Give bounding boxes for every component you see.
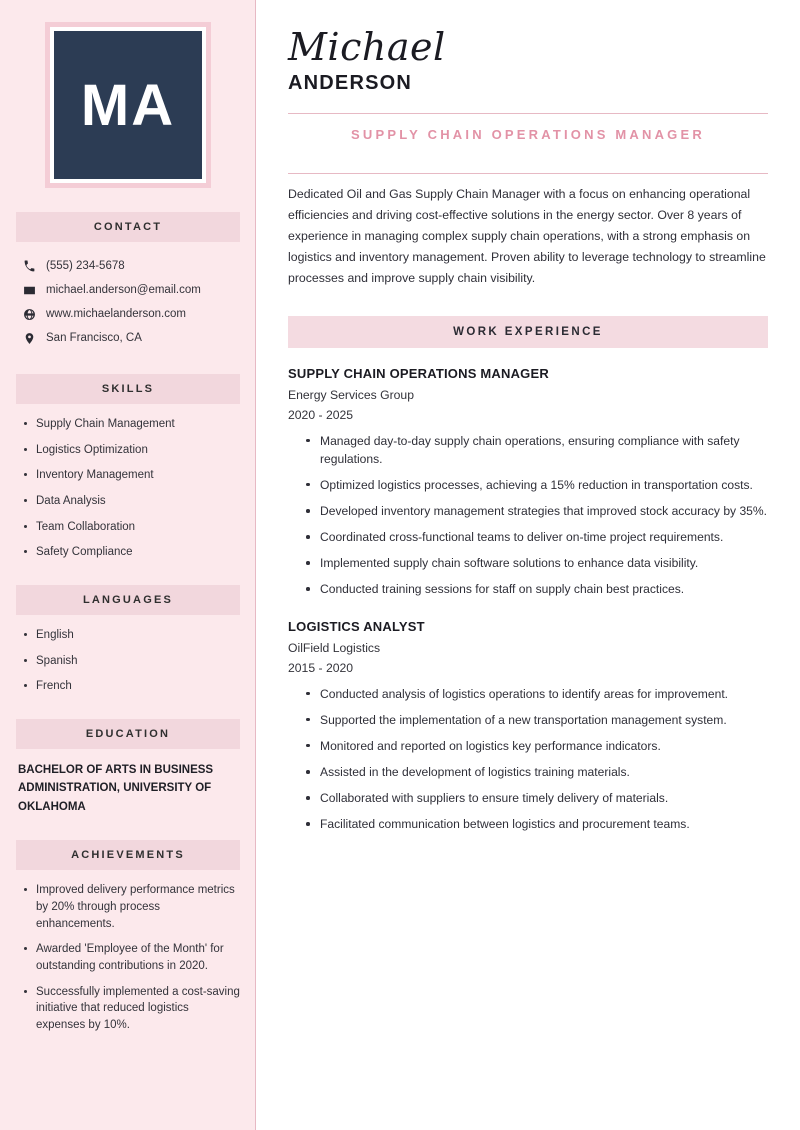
- list-item: Optimized logistics processes, achieving a 15% reduction in transportation costs.: [304, 476, 768, 494]
- list-item: Coordinated cross-functional teams to deliver on-time project requirements.: [304, 528, 768, 546]
- professional-summary: Dedicated Oil and Gas Supply Chain Manager with a focus on enhancing operational efficiencies and driving cost-effective solutions in the energy sector. Over 8 years of experience in managing complex supply chain operations, with a strong emphasis on logistics and inventory management. Proven ability to leverage technology to streamline processes and improve supply chain visibility.: [288, 186, 766, 286]
- list-item: Developed inventory management strategies that improved stock accuracy by 35%.: [304, 502, 768, 520]
- education-entry: BACHELOR OF ARTS IN BUSINESS ADMINISTRATION, UNIVERSITY OF OKLAHOMA: [18, 764, 214, 813]
- avatar: MA: [54, 31, 202, 179]
- achievements-heading: ACHIEVEMENTS: [71, 849, 185, 862]
- avatar-frame: [45, 22, 211, 188]
- job-entry-2: [288, 619, 768, 834]
- sidebar: [0, 0, 256, 1130]
- contact-value-phone: (555) 234-5678: [46, 260, 125, 272]
- job-title-2: LOGISTICS ANALYST: [288, 618, 425, 634]
- languages-section-header: [16, 585, 240, 615]
- envelope-icon: [22, 283, 36, 297]
- list-item: Supported the implementation of a new transportation management system.: [304, 711, 768, 729]
- achievements-section-header: [16, 840, 240, 870]
- achievements-list: [16, 882, 240, 1033]
- list-item: Supply Chain Management: [22, 416, 240, 433]
- list-item: Safety Compliance: [22, 544, 240, 561]
- list-item: Awarded 'Employee of the Month' for outstanding contributions in 2020.: [22, 941, 240, 974]
- education-heading: EDUCATION: [85, 728, 171, 741]
- list-item: Conducted training sessions for staff on supply chain best practices.: [304, 580, 768, 598]
- list-item: French: [22, 678, 240, 695]
- contact-item-website: [16, 302, 240, 326]
- sidebar-divider: [255, 0, 256, 1130]
- job-entry-1: [288, 366, 768, 599]
- skills-heading: SKILLS: [101, 383, 155, 395]
- globe-icon: [22, 307, 36, 321]
- list-item: Team Collaboration: [22, 519, 240, 536]
- list-item: Implemented supply chain software solutions to enhance data visibility.: [304, 554, 768, 572]
- list-item: Logistics Optimization: [22, 442, 240, 459]
- list-item: Collaborated with suppliers to ensure timely delivery of materials.: [304, 789, 768, 807]
- contact-value-location: San Francisco, CA: [46, 332, 142, 344]
- list-item: Inventory Management: [22, 467, 240, 484]
- education-section-header: [16, 719, 240, 749]
- contact-heading: CONTACT: [93, 221, 163, 233]
- job-bullets-2: [288, 685, 768, 834]
- work-experience-heading: WORK EXPERIENCE: [453, 325, 603, 338]
- job-bullets-1: [288, 432, 768, 599]
- list-item: Facilitated communication between logistics and procurement teams.: [304, 815, 768, 833]
- work-experience-header: [288, 316, 768, 348]
- list-item: Improved delivery performance metrics by 20% through process enhancements.: [22, 882, 240, 932]
- job-dates-1: 2020 - 2025: [288, 407, 354, 422]
- job-title-1: SUPPLY CHAIN OPERATIONS MANAGER: [288, 365, 549, 381]
- list-item: Successfully implemented a cost-saving initiative that reduced logistics expenses by 10%.: [22, 984, 240, 1034]
- list-item: Spanish: [22, 653, 240, 670]
- languages-list: [16, 627, 240, 695]
- job-company-2: OilField Logistics: [288, 640, 381, 655]
- contact-list: [16, 254, 240, 350]
- list-item: Managed day-to-day supply chain operations, ensuring compliance with safety regulations.: [304, 432, 768, 468]
- skills-section-header: [16, 374, 240, 404]
- job-company-1: Energy Services Group: [288, 387, 414, 402]
- contact-value-website: www.michaelanderson.com: [46, 308, 186, 320]
- list-item: English: [22, 627, 240, 644]
- contact-item-phone: [16, 254, 240, 278]
- list-item: Data Analysis: [22, 493, 240, 510]
- location-pin-icon: [22, 331, 36, 345]
- list-item: Conducted analysis of logistics operations to identify areas for improvement.: [304, 685, 768, 703]
- job-dates-2: 2015 - 2020: [288, 660, 354, 675]
- last-name: ANDERSON: [288, 71, 413, 94]
- list-item: Monitored and reported on logistics key performance indicators.: [304, 737, 768, 755]
- list-item: Assisted in the development of logistics training materials.: [304, 763, 768, 781]
- main-content: [256, 0, 800, 1130]
- contact-value-email: michael.anderson@email.com: [46, 284, 201, 296]
- languages-heading: LANGUAGES: [82, 594, 174, 607]
- first-name: Michael: [288, 25, 446, 69]
- phone-icon: [22, 259, 36, 273]
- contact-section-header: [16, 212, 240, 242]
- contact-item-location: [16, 326, 240, 350]
- skills-list: [16, 416, 240, 561]
- page-title: SUPPLY CHAIN OPERATIONS MANAGER: [351, 126, 705, 142]
- contact-item-email: [16, 278, 240, 302]
